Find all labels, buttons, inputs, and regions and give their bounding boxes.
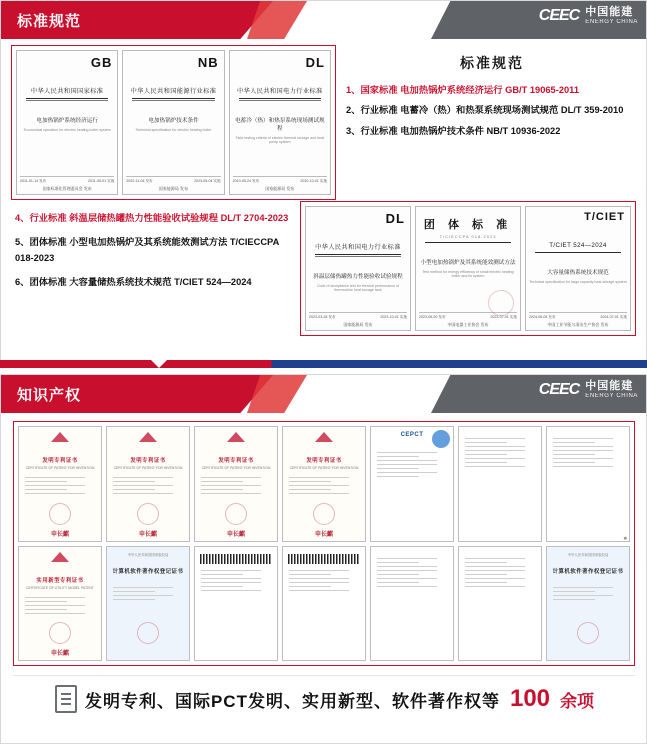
- logo-mark: CEEC: [538, 7, 580, 24]
- patent-title: 发明专利证书: [218, 458, 254, 464]
- standard-subtitle: Technical specification for electric heating boiler: [135, 127, 212, 132]
- document-page: [546, 426, 630, 542]
- patent-title: 发明专利证书: [306, 458, 342, 464]
- page-corner-note: ⬤: [623, 535, 627, 540]
- copyright-title: 计算机软件著作权登记证书: [112, 568, 184, 575]
- standard-cover: [415, 206, 521, 331]
- patent-subtitle: CERTIFICATE OF UTILITY MODEL PATENT: [26, 585, 94, 590]
- standards-panel-bottom: [300, 201, 636, 336]
- standard-subtitle: Technical specification for large capacity heat storage system: [529, 280, 627, 285]
- standard-title: 电加热锅炉系统经济运行: [36, 117, 98, 124]
- pct-badge-icon: [432, 430, 450, 448]
- standard-effective-date: 2023-05-04 实施: [194, 179, 221, 183]
- standard-org: T/CIECCPA 018-2023: [439, 234, 497, 239]
- document-page: [458, 426, 542, 542]
- seal-stamp-icon: [577, 622, 599, 644]
- seal-stamp-icon: [488, 290, 514, 316]
- divider: [239, 100, 321, 101]
- standard-org: 中华人民共和国国家标准: [30, 88, 104, 95]
- standard-publisher: 国家能源局 发布: [343, 322, 373, 327]
- pct-title: CEPCT: [400, 432, 424, 438]
- patent-title: 发明专利证书: [130, 458, 166, 464]
- slide-divider: [0, 360, 647, 368]
- standard-issue-date: 2011-01-14 发布: [20, 179, 47, 183]
- divider: [315, 254, 401, 255]
- standard-title: 大容量储热系统技术规范: [547, 270, 609, 276]
- patent-signature: 申长麒: [50, 531, 69, 538]
- patent-subtitle: CERTIFICATE OF PATENT FOR INVENTION: [25, 466, 95, 470]
- document-page: [458, 546, 542, 662]
- pct-certificate: [370, 426, 454, 542]
- standard-issue-date: 2023-03-28 发布: [309, 315, 336, 319]
- slide-header: [1, 375, 646, 413]
- document-page: [370, 546, 454, 662]
- standard-publisher: 国家标准化管理委员会 发布: [42, 186, 92, 191]
- standard-code: DL: [385, 211, 405, 226]
- ip-summary: [1, 685, 647, 713]
- ip-summary-number: 100: [509, 685, 551, 712]
- divider: [26, 98, 108, 99]
- brand-logo: [539, 7, 638, 25]
- barcode-icon: [200, 554, 272, 564]
- standard-publisher: 中国电器工业协会 发布: [447, 322, 489, 327]
- logo-cn-text: 中国能建: [585, 380, 634, 393]
- brand-logo: [539, 381, 638, 399]
- standard-effective-date: 2024-07-01 实施: [600, 315, 627, 319]
- barcode-icon: [288, 554, 360, 564]
- logo-en-text: ENERGY CHINA: [585, 392, 638, 399]
- standard-org: T/CIET 524—2024: [549, 242, 607, 249]
- software-copyright-certificate: [546, 546, 630, 662]
- standard-cover: [229, 50, 331, 195]
- standard-code: DL: [305, 55, 325, 70]
- standard-code: NB: [197, 55, 219, 70]
- divider: [26, 100, 108, 101]
- seal-stamp-icon: [49, 503, 71, 525]
- patent-subtitle: CERTIFICATE OF PATENT FOR INVENTION: [113, 466, 183, 470]
- patent-signature: 申长麒: [314, 531, 333, 538]
- seal-stamp-icon: [313, 503, 335, 525]
- national-emblem-icon: [314, 432, 334, 446]
- standard-title: 电加热锅炉技术条件: [148, 117, 199, 124]
- standard-code: T/CIET: [584, 211, 625, 223]
- standard-code: GB: [90, 55, 113, 70]
- logo-en-text: ENERGY CHINA: [585, 18, 638, 25]
- document-icon: [55, 685, 77, 713]
- document-page-barcode: [194, 546, 278, 662]
- standard-title: 电蓄冷（热）和热泵系统现场测试规程: [235, 117, 325, 132]
- standard-issue-date: 2022-11-04 发布: [126, 179, 153, 183]
- seal-stamp-icon: [137, 503, 159, 525]
- patent-gallery: [13, 421, 635, 666]
- slide-header: [1, 1, 646, 39]
- seal-stamp-icon: [137, 622, 159, 644]
- software-copyright-certificate: [106, 546, 190, 662]
- national-emblem-icon: [138, 432, 158, 446]
- patent-title: 实用新型专利证书: [36, 577, 84, 584]
- slide-standards: [0, 0, 647, 368]
- seal-stamp-icon: [225, 503, 247, 525]
- standard-issue-date: 2023-06-20 发布: [419, 315, 446, 319]
- national-emblem-icon: [50, 432, 70, 446]
- standard-publisher: 国家能源局 发布: [158, 186, 189, 191]
- standards-list-top: [346, 53, 638, 144]
- standards-list-bottom: [15, 211, 293, 299]
- divider: [132, 98, 214, 99]
- copyright-authority: 中华人民共和国国家版权局: [127, 552, 169, 557]
- divider: [13, 675, 635, 676]
- standard-list-item: 1、国家标准 电加热锅炉系统经济运行 GB/T 19065-2011: [346, 85, 579, 95]
- standard-cover: [525, 206, 631, 331]
- divider: [535, 252, 621, 253]
- divider: [315, 256, 401, 257]
- patent-signature: 申长麒: [50, 651, 69, 657]
- logo-cn-text: 中国能建: [585, 6, 634, 19]
- standard-cover: [122, 50, 224, 195]
- standard-cover: [16, 50, 118, 195]
- copyright-title: 计算机软件著作权登记证书: [552, 568, 624, 575]
- standard-effective-date: 2023-10-01 实施: [380, 315, 407, 319]
- patent-certificate: [282, 426, 366, 542]
- standard-subtitle: Economical operation for electric heating boiler system: [23, 127, 111, 132]
- standard-list-item: 5、团体标准 小型电加热锅炉及其系统能效测试方法 T/CIECCPA 018-2023: [15, 237, 279, 263]
- patent-title: 发明专利证书: [42, 458, 78, 464]
- section-heading: 标准规范: [460, 55, 524, 71]
- standard-org: 中华人民共和国电力行业标准: [237, 88, 323, 95]
- standards-panel-top: [11, 45, 336, 200]
- slide-intellectual-property: [0, 374, 647, 744]
- patent-signature: 申长麒: [226, 531, 245, 538]
- standard-subtitle: Code of acceptance test for thermal performance of thermocline heat storage tank: [316, 283, 400, 292]
- divider: [425, 242, 511, 243]
- standard-list-item: 2、行业标准 电蓄冷（热）和热泵系统现场测试规范 DL/T 359-2010: [346, 105, 624, 116]
- slide-body: [1, 39, 646, 361]
- standard-org: 中华人民共和国电力行业标准: [315, 244, 401, 251]
- copyright-authority: 中华人民共和国国家版权局: [567, 552, 609, 557]
- page-title: 标准规范: [17, 13, 82, 30]
- national-emblem-icon: [50, 552, 70, 566]
- national-emblem-icon: [226, 432, 246, 446]
- patent-certificate: [106, 426, 190, 542]
- standard-effective-date: 2023-07-01 实施: [490, 315, 517, 319]
- standard-publisher: 国家能源局 发布: [265, 186, 295, 191]
- patent-certificate: [194, 426, 278, 542]
- standard-subtitle: Test method for energy efficiency of small electric heating boiler and its system: [422, 270, 514, 279]
- patent-signature: 申长麒: [138, 531, 157, 538]
- standard-title: 斜温层储热罐热力性能验收试验规程: [313, 273, 403, 280]
- utility-model-certificate: [18, 546, 102, 662]
- divider: [132, 100, 214, 101]
- document-page-barcode: [282, 546, 366, 662]
- logo-mark: CEEC: [538, 381, 580, 398]
- ip-summary-text: 发明专利、国际PCT发明、实用新型、软件著作权等: [84, 691, 500, 711]
- slide-body: [1, 413, 646, 743]
- standard-effective-date: 2010-10-01 实施: [300, 179, 327, 183]
- standard-effective-date: 2011-05-01 实施: [88, 179, 115, 183]
- standard-title: 小型电加热锅炉及其系统能效测试方法: [420, 260, 516, 266]
- standard-list-item: 6、团体标准 大容量储热系统技术规范 T/CIET 524—2024: [15, 276, 252, 287]
- standard-publisher: 中国工业节能与清洁生产协会 发布: [547, 322, 609, 327]
- standard-list-item: 3、行业标准 电加热锅炉技术条件 NB/T 10936-2022: [346, 125, 561, 136]
- patent-subtitle: CERTIFICATE OF PATENT FOR INVENTION: [201, 466, 271, 470]
- patent-certificate: [18, 426, 102, 542]
- standard-issue-date: 2010-05-24 发布: [232, 179, 260, 183]
- standard-org: 中华人民共和国能源行业标准: [130, 88, 217, 95]
- seal-stamp-icon: [49, 622, 71, 644]
- standard-subtitle: Field testing criteria of electric thermal storage and heat pump system: [235, 136, 325, 145]
- divider: [239, 98, 321, 99]
- page-title: 知识产权: [17, 387, 82, 404]
- ip-summary-unit: 余项: [560, 691, 595, 711]
- standard-code: 团 体 标 准: [423, 219, 513, 231]
- divider-arrow-icon: [150, 359, 168, 368]
- patent-subtitle: CERTIFICATE OF PATENT FOR INVENTION: [289, 466, 359, 470]
- standard-list-item: 4、行业标准 斜温层储热罐热力性能验收试验规程 DL/T 2704-2023: [15, 213, 289, 223]
- standard-cover: [305, 206, 411, 331]
- standard-issue-date: 2024-06-05 发布: [529, 315, 556, 319]
